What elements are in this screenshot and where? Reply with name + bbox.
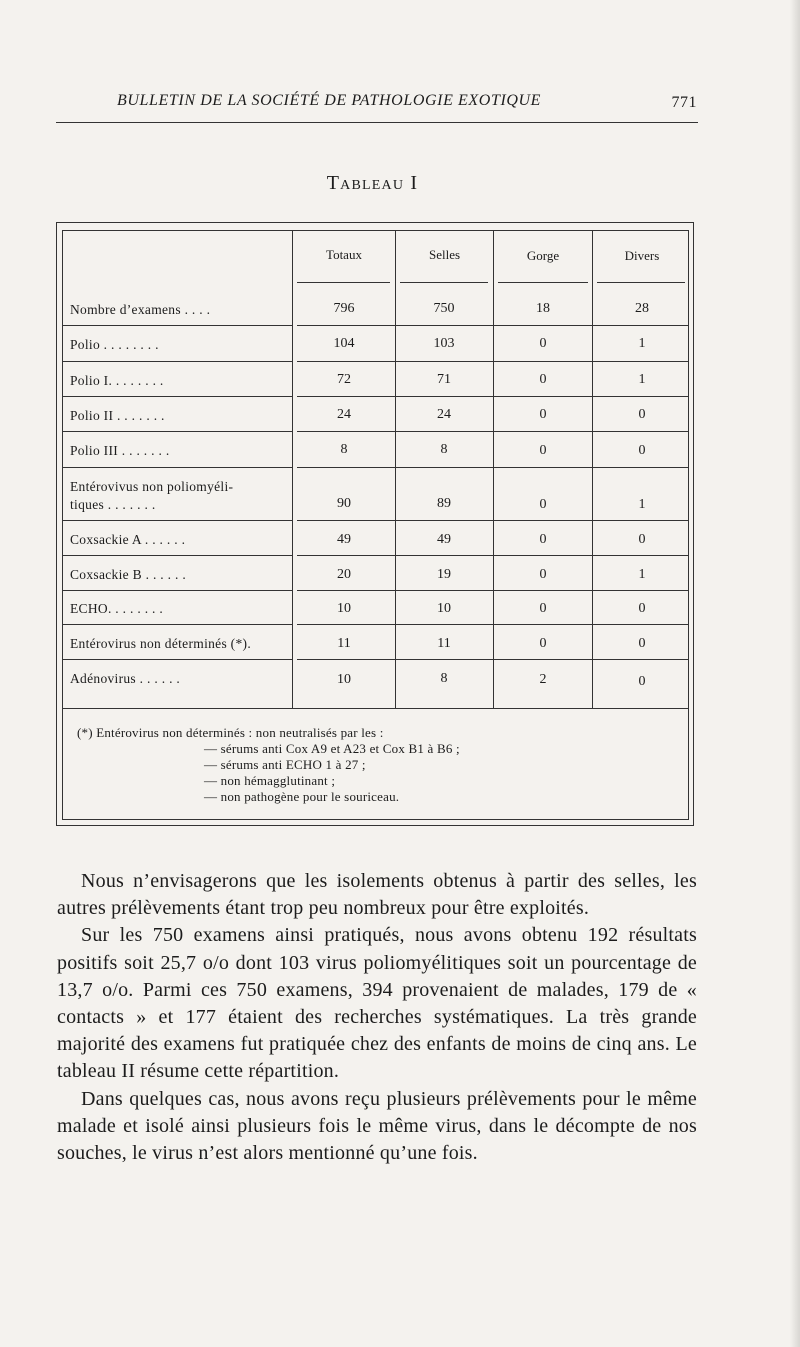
table-cell: 2 [539, 672, 547, 687]
table-cell: 796 [333, 301, 355, 316]
table-cell: 8 [440, 442, 448, 457]
paragraph: Dans quelques cas, nous avons reçu plusieurs prélèvements pour le même malade et isolé ainsi plusieurs fois le même virus, dans le décompte de nos souches, le virus n’est alors mentionné qu’une fois. [57, 1087, 697, 1165]
table-cell: 49 [437, 532, 451, 547]
table-cell: 0 [539, 601, 547, 616]
table-cell: 1 [638, 336, 646, 351]
header-rule-segment [597, 282, 685, 283]
table-cell: 1 [638, 567, 646, 582]
footnote-line: — sérums anti Cox A9 et A23 et Cox B1 à B6 ; [204, 741, 460, 756]
footnote-line: — non pathogène pour le souriceau. [204, 789, 400, 804]
row-label: Polio III . . . . . . . [70, 443, 170, 458]
row-rule [62, 361, 292, 362]
footnote-rule [62, 708, 689, 709]
row-label: Entérovirus non déterminés (*). [70, 636, 252, 651]
table-cell: 0 [539, 636, 547, 651]
table-cell: 0 [638, 674, 646, 689]
row-rule [297, 361, 689, 362]
row-rule [297, 590, 689, 591]
row-rule [297, 624, 689, 625]
row-label-line2: tiques . . . . . . . [70, 497, 156, 512]
table-cell: 10 [337, 672, 351, 687]
row-rule [297, 659, 689, 660]
row-label: Coxsackie B . . . . . . [70, 567, 187, 582]
row-rule [297, 396, 689, 397]
table-cell: 90 [337, 496, 351, 511]
table-cell: 20 [337, 567, 351, 582]
row-rule [297, 325, 689, 326]
row-label: Polio I. . . . . . . . [70, 373, 164, 388]
table-cell: 1 [638, 497, 646, 512]
table-cell: 8 [440, 671, 448, 686]
table-cell: 89 [437, 496, 451, 511]
table-cell: 1 [638, 372, 646, 387]
header-rule-segment [498, 282, 588, 283]
table-cell: 0 [638, 443, 646, 458]
table-cell: 103 [433, 336, 455, 351]
header-rule [56, 122, 698, 123]
row-rule [297, 555, 689, 556]
row-rule [62, 325, 292, 326]
row-label: Polio . . . . . . . . [70, 337, 159, 352]
header-rule-segment [297, 282, 390, 283]
row-rule [297, 467, 689, 468]
table-cell: 71 [437, 372, 451, 387]
table-cell: 0 [539, 497, 547, 512]
table-cell: 0 [539, 407, 547, 422]
column-rule [592, 230, 593, 708]
table-cell: 0 [539, 532, 547, 547]
footnote-line: — sérums anti ECHO 1 à 27 ; [204, 757, 366, 772]
row-rule [62, 555, 292, 556]
table-cell: 0 [638, 601, 646, 616]
row-rule [297, 520, 689, 521]
body-text [57, 868, 697, 1167]
table-cell: 24 [337, 407, 351, 422]
footnote-line: — non hémagglutinant ; [204, 773, 336, 788]
table-title: Tableau I [326, 172, 419, 194]
paragraph: Sur les 750 examens ainsi pratiqués, nous avons obtenu 192 résultats positifs soit 25,7 o/o dont 103 virus poliomyélitiques soit un pourcentage de 13,7 o/o. Parmi ces 750 examens, 394 provenaient de malades, 179 de « contacts » et 177 étaient des recherches systématiques. La très grande majorité des examens fut pratiquée chez des enfants de moins de cinq ans. Le tableau II résume cette répartition. [57, 924, 697, 1083]
table-cell: 18 [536, 301, 550, 316]
table-cell: 0 [539, 336, 547, 351]
table-cell: 8 [340, 442, 348, 457]
table-cell: 104 [333, 336, 355, 351]
column-header-selles: Selles [428, 247, 461, 262]
footnote-line: (*) Entérovirus non déterminés : non neutralisés par les : [77, 725, 384, 740]
row-rule [62, 431, 292, 432]
table-cell: 0 [539, 372, 547, 387]
column-header-gorge: Gorge [526, 248, 560, 263]
row-label-line1: Entérovivus non poliomyéli- [70, 479, 234, 494]
table-cell: 10 [337, 601, 351, 616]
table-cell: 0 [638, 407, 646, 422]
column-rule [292, 230, 293, 708]
row-rule [62, 659, 292, 660]
table-cell: 0 [638, 532, 646, 547]
column-rule [493, 230, 494, 708]
row-label: Coxsackie A . . . . . . [70, 532, 186, 547]
table-cell: 0 [638, 636, 646, 651]
table-cell: 10 [437, 601, 451, 616]
table-cell: 24 [437, 407, 451, 422]
row-label: ECHO. . . . . . . . [70, 601, 164, 616]
table-cell: 0 [539, 443, 547, 458]
row-label: Nombre d’examens . . . . [70, 302, 211, 317]
row-rule [62, 520, 292, 521]
table-cell: 28 [635, 301, 649, 316]
column-header-divers: Divers [624, 248, 660, 263]
page-edge-shadow [790, 0, 800, 1347]
column-rule [395, 230, 396, 708]
column-header-totaux: Totaux [326, 247, 362, 262]
table-cell: 49 [337, 532, 351, 547]
row-rule [62, 624, 292, 625]
table-cell: 11 [337, 636, 351, 651]
page-number: 771 [671, 94, 697, 111]
row-label: Adénovirus . . . . . . [70, 671, 181, 686]
row-label: Polio II . . . . . . . [70, 408, 165, 423]
running-title: BULLETIN DE LA SOCIÉTÉ DE PATHOLOGIE EXOTIQUE [117, 92, 542, 109]
table-cell: 19 [437, 567, 451, 582]
table-cell: 72 [337, 372, 351, 387]
paragraph: Nous n’envisagerons que les isolements obtenus à partir des selles, les autres prélèvements étant trop peu nombreux pour être exploités. [57, 870, 697, 920]
row-rule [297, 431, 689, 432]
table-cell: 11 [437, 636, 451, 651]
row-rule [62, 396, 292, 397]
header-rule-segment [400, 282, 488, 283]
table-cell: 750 [433, 301, 455, 316]
row-rule [62, 590, 292, 591]
table-cell: 0 [539, 567, 547, 582]
row-rule [62, 467, 292, 468]
